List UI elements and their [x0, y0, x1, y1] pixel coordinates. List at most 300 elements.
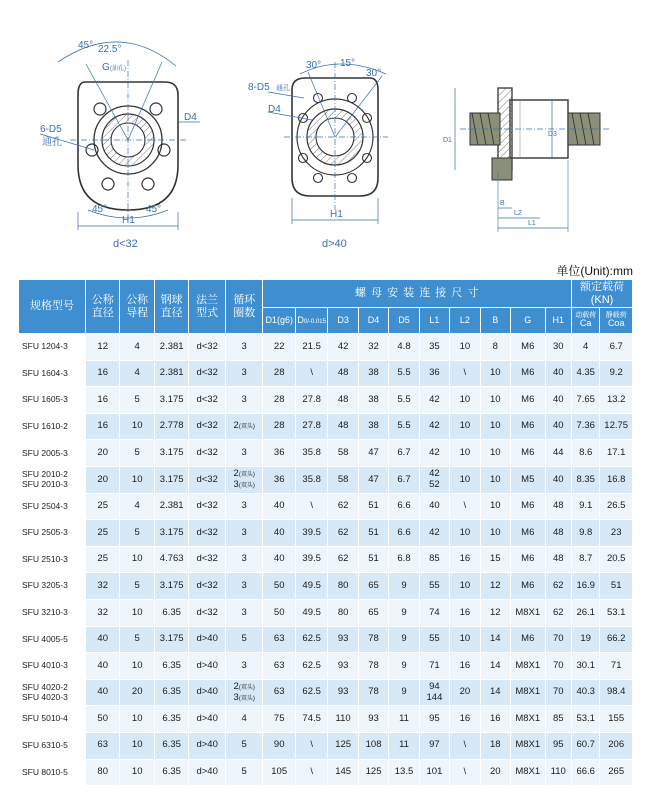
cell-circ-count: 2 — [233, 468, 239, 480]
cell-ca: 30.1 — [571, 653, 599, 680]
cell-circ — [225, 653, 263, 680]
cell-l2: 10 — [450, 334, 480, 361]
cell-dia: 40 — [85, 653, 119, 680]
cell-circ-line — [226, 554, 263, 564]
col-g: G — [511, 308, 545, 334]
cell-flange: d<32 — [189, 440, 226, 467]
cell-l2: 20 — [450, 679, 480, 706]
cell-ball: 3.175 — [154, 626, 188, 653]
d5-hole-label: 6-D5 — [40, 124, 62, 135]
cell-coa: 13.2 — [600, 387, 633, 414]
cell-circ-line — [226, 421, 263, 431]
cell-l2: 10 — [450, 466, 480, 493]
cell-circ-line — [226, 693, 263, 703]
cell-g: M6 — [511, 360, 545, 387]
cell-ball: 6.35 — [154, 653, 188, 680]
unit-label: 单位(Unit):mm — [556, 264, 633, 278]
table-row — [19, 466, 633, 493]
col-circuits — [225, 280, 263, 334]
col-flange — [189, 280, 226, 334]
mid-15-label: 15° — [340, 58, 356, 69]
cell-circ-count: 4 — [241, 712, 247, 724]
cell-d1: 63 — [263, 679, 295, 706]
cell-d4: 78 — [358, 679, 388, 706]
cell-model-line: SFU 3205-3 — [22, 580, 68, 591]
cell-l1-line: 42 — [429, 446, 440, 458]
cell-d1: 28 — [263, 387, 295, 414]
cell-d3: 62 — [328, 493, 358, 520]
cell-coa: 155 — [600, 706, 633, 733]
cell-circ-line — [226, 682, 263, 692]
cell-h1: 40 — [545, 413, 571, 440]
cell-l1 — [419, 573, 449, 600]
cell-d: 62.5 — [295, 679, 327, 706]
cell-dia: 12 — [85, 334, 119, 361]
cell-circ — [225, 360, 263, 387]
cell-flange: d<32 — [189, 360, 226, 387]
cell-circ-count: 3 — [241, 659, 247, 671]
cell-lead: 10 — [120, 546, 154, 573]
cell-d4: 38 — [358, 387, 388, 414]
cell-ball: 6.35 — [154, 759, 188, 786]
col-load-title: 额定载荷(KN) — [571, 280, 632, 308]
cell-l1-line: 97 — [429, 739, 440, 751]
cell-l1-line: 55 — [429, 633, 440, 645]
cell-d3: 48 — [328, 360, 358, 387]
cell-d: 62.5 — [295, 626, 327, 653]
cell-d3: 48 — [328, 387, 358, 414]
cell-coa: 66.2 — [600, 626, 633, 653]
cell-l1-line: 42 — [429, 393, 440, 405]
cell-l1 — [419, 387, 449, 414]
cell-circ-line — [226, 581, 263, 591]
cell-l2: 10 — [450, 520, 480, 547]
cell-l2: 16 — [450, 653, 480, 680]
cell-circ — [225, 679, 263, 706]
cell-g: M5 — [511, 466, 545, 493]
h1-label: H1 — [122, 215, 135, 226]
cell-dia: 50 — [85, 706, 119, 733]
col-flange-l2: 型式 — [196, 306, 219, 319]
cell-dia: 20 — [85, 440, 119, 467]
cell-h1: 40 — [545, 466, 571, 493]
cell-g: M6 — [511, 413, 545, 440]
cell-g: M6 — [511, 520, 545, 547]
cell-d1: 22 — [263, 334, 295, 361]
cell-model-line: SFU 1604-3 — [22, 367, 68, 378]
cell-circ — [225, 706, 263, 733]
cell-b: 10 — [480, 413, 510, 440]
cell-dia: 63 — [85, 732, 119, 759]
cell-d3: 110 — [328, 706, 358, 733]
cell-d1: 28 — [263, 360, 295, 387]
cell-d5: 6.7 — [389, 440, 419, 467]
cell-coa: 71 — [600, 653, 633, 680]
cell-coa: 9.2 — [600, 360, 633, 387]
cell-circ — [225, 732, 263, 759]
cell-model-line: SFU 1610-2 — [22, 420, 68, 431]
cell-model-line: SFU 2010-3 — [22, 478, 68, 489]
cell-circ-line — [226, 714, 263, 724]
cell-circ-count: 3 — [233, 478, 239, 490]
cell-d3: 93 — [328, 679, 358, 706]
cell-ball: 2.381 — [154, 360, 188, 387]
table-row — [19, 440, 633, 467]
cell-circ-count: 3 — [241, 446, 247, 458]
cell-model-line: SFU 5010-4 — [22, 713, 68, 724]
cell-l2: 16 — [450, 706, 480, 733]
cell-lead: 10 — [120, 706, 154, 733]
cell-model — [19, 732, 86, 759]
cell-l1-line: 101 — [426, 766, 443, 778]
table-row — [19, 732, 633, 759]
side-b-label: B — [500, 200, 505, 207]
table-row — [19, 546, 633, 573]
cell-d4: 38 — [358, 413, 388, 440]
cell-circ-line — [226, 501, 263, 511]
cell-model — [19, 493, 86, 520]
cell-lead: 20 — [120, 679, 154, 706]
mid-30a-label: 30° — [306, 60, 322, 71]
table-row — [19, 573, 633, 600]
cell-ca: 4 — [571, 334, 599, 361]
cell-b: 15 — [480, 546, 510, 573]
cell-ca: 60.7 — [571, 732, 599, 759]
cell-flange: d>40 — [189, 706, 226, 733]
cell-d4: 65 — [358, 599, 388, 626]
cell-d: 21.5 — [295, 334, 327, 361]
cell-l2: \ — [450, 759, 480, 786]
mid-30b-label: 30° — [366, 68, 382, 79]
mid-d4-label: D4 — [268, 104, 281, 115]
cell-circ — [225, 413, 263, 440]
cell-d3: 93 — [328, 653, 358, 680]
cell-flange: d<32 — [189, 573, 226, 600]
cell-model-line: SFU 2510-3 — [22, 553, 68, 564]
cell-coa: 98.4 — [600, 679, 633, 706]
cell-l1 — [419, 360, 449, 387]
through-hole-label: 通孔 — [42, 137, 62, 148]
cell-l1 — [419, 732, 449, 759]
cell-dia: 80 — [85, 759, 119, 786]
cell-l1-line: 144 — [426, 691, 443, 703]
cell-d1: 36 — [263, 440, 295, 467]
cell-circ-line — [226, 634, 263, 644]
cell-d4: 47 — [358, 440, 388, 467]
cell-b: 10 — [480, 466, 510, 493]
cell-h1: 70 — [545, 653, 571, 680]
cell-b: 10 — [480, 360, 510, 387]
cell-d: 35.8 — [295, 466, 327, 493]
cell-d1: 40 — [263, 493, 295, 520]
cell-h1: 40 — [545, 387, 571, 414]
cell-d5: 4.8 — [389, 334, 419, 361]
cell-circ-line — [226, 528, 263, 538]
cell-d: 27.8 — [295, 387, 327, 414]
cell-ball: 2.381 — [154, 493, 188, 520]
cell-circ-note: (双头) — [238, 472, 255, 479]
col-ca-l2: Ca — [579, 318, 592, 329]
cell-d3: 125 — [328, 732, 358, 759]
cell-l2: 16 — [450, 599, 480, 626]
table-row — [19, 520, 633, 547]
cell-flange: d<32 — [189, 599, 226, 626]
cell-circ-line — [226, 767, 263, 777]
cell-g: M6 — [511, 546, 545, 573]
cell-coa: 6.7 — [600, 334, 633, 361]
cell-ball: 3.175 — [154, 440, 188, 467]
cell-coa: 206 — [600, 732, 633, 759]
mid-d5-label: 8-D5 — [248, 82, 270, 93]
cell-coa: 12.75 — [600, 413, 633, 440]
cell-circ-count: 5 — [241, 766, 247, 778]
col-model: 规格型号 — [19, 280, 86, 334]
col-flange-l1: 法兰 — [196, 294, 219, 307]
cell-flange: d<32 — [189, 520, 226, 547]
g-sub-label: (油孔) — [110, 66, 126, 72]
cell-lead: 4 — [120, 493, 154, 520]
cell-circ-line — [226, 661, 263, 671]
cell-d3: 80 — [328, 573, 358, 600]
cell-l1-line: 36 — [429, 367, 440, 379]
cell-circ-note: (双头) — [238, 424, 255, 431]
col-h1: H1 — [545, 308, 571, 334]
cell-l1 — [419, 334, 449, 361]
table-row — [19, 599, 633, 626]
cell-dia: 16 — [85, 360, 119, 387]
cell-circ-count: 3 — [241, 579, 247, 591]
col-nut-dims-title: 螺 母 安 装 连 接 尺 寸 — [263, 280, 572, 308]
cell-l1-line: 95 — [429, 712, 440, 724]
cell-ball: 6.35 — [154, 599, 188, 626]
col-d1: D1(g6) — [263, 308, 295, 334]
table-row — [19, 679, 633, 706]
cell-d4: 47 — [358, 466, 388, 493]
cell-circ-line — [226, 342, 263, 352]
cell-d5: 5.5 — [389, 360, 419, 387]
cell-coa: 16.8 — [600, 466, 633, 493]
cell-ca: 26.1 — [571, 599, 599, 626]
cell-h1: 110 — [545, 759, 571, 786]
cell-l1-line: 35 — [429, 340, 440, 352]
cell-lead: 5 — [120, 520, 154, 547]
cell-d: \ — [295, 493, 327, 520]
cell-d: 62.5 — [295, 653, 327, 680]
cell-d: 39.5 — [295, 520, 327, 547]
cell-circ-count: 3 — [241, 367, 247, 379]
cell-g: M6 — [511, 573, 545, 600]
cell-lead: 5 — [120, 573, 154, 600]
col-coa — [600, 308, 633, 334]
cell-d: \ — [295, 732, 327, 759]
cell-d1: 105 — [263, 759, 295, 786]
col-coa-l1: 静载荷 — [605, 311, 627, 319]
cell-flange: d<32 — [189, 546, 226, 573]
cell-l1 — [419, 626, 449, 653]
col-ca-l1: 动载荷 — [575, 311, 597, 319]
cell-d5: 11 — [389, 732, 419, 759]
cell-circ — [225, 759, 263, 786]
cell-ca: 53.1 — [571, 706, 599, 733]
cell-d1: 36 — [263, 466, 295, 493]
cell-d4: 51 — [358, 520, 388, 547]
cell-circ-count: 2 — [233, 681, 239, 693]
cell-ca: 8.7 — [571, 546, 599, 573]
cell-model-line: SFU 4010-3 — [22, 660, 68, 671]
cell-d: 74.5 — [295, 706, 327, 733]
cell-coa: 51 — [600, 573, 633, 600]
cell-model — [19, 413, 86, 440]
cell-model — [19, 759, 86, 786]
cell-l1 — [419, 679, 449, 706]
table-row — [19, 706, 633, 733]
cell-d1: 40 — [263, 520, 295, 547]
table-row — [19, 360, 633, 387]
cell-circ — [225, 493, 263, 520]
cell-ca: 7.36 — [571, 413, 599, 440]
cell-g: M6 — [511, 334, 545, 361]
cell-dia: 16 — [85, 387, 119, 414]
cell-d4: 51 — [358, 546, 388, 573]
cell-l1 — [419, 706, 449, 733]
cell-l1-line: 94 — [429, 681, 440, 693]
table-row — [19, 334, 633, 361]
side-view-drawing — [443, 88, 610, 232]
cell-d4: 78 — [358, 653, 388, 680]
cell-lead: 10 — [120, 599, 154, 626]
col-l1: L1 — [419, 308, 449, 334]
cell-ball: 3.175 — [154, 573, 188, 600]
cell-dia: 32 — [85, 573, 119, 600]
cell-l1-line: 74 — [429, 606, 440, 618]
cell-d5: 5.5 — [389, 387, 419, 414]
cell-dia: 40 — [85, 626, 119, 653]
cell-lead: 5 — [120, 440, 154, 467]
cell-ball: 6.35 — [154, 706, 188, 733]
cell-d3: 145 — [328, 759, 358, 786]
col-b: B — [480, 308, 510, 334]
cell-circ — [225, 573, 263, 600]
angle-45-bottom-right: 45° — [146, 204, 162, 215]
table-row — [19, 493, 633, 520]
flange-drawing-d40 — [248, 58, 388, 224]
cell-lead: 5 — [120, 387, 154, 414]
side-l1-label: L1 — [528, 220, 536, 227]
cell-d5: 9 — [389, 653, 419, 680]
cell-circ-line — [226, 368, 263, 378]
cell-l1-line: 55 — [429, 579, 440, 591]
cell-circ — [225, 520, 263, 547]
cell-l1 — [419, 759, 449, 786]
cell-l2: \ — [450, 732, 480, 759]
cell-coa: 17.1 — [600, 440, 633, 467]
cell-l1-line: 42 — [429, 468, 440, 480]
cell-g: M6 — [511, 440, 545, 467]
cell-dia: 20 — [85, 466, 119, 493]
cell-dia: 16 — [85, 413, 119, 440]
cell-l1-line: 42 — [429, 420, 440, 432]
cell-d5: 9 — [389, 599, 419, 626]
cell-d4: 108 — [358, 732, 388, 759]
cell-model-line: SFU 1204-3 — [22, 341, 68, 352]
cell-h1: 62 — [545, 599, 571, 626]
cell-ca: 9.8 — [571, 520, 599, 547]
cell-l2: 10 — [450, 440, 480, 467]
cell-d1: 63 — [263, 653, 295, 680]
col-ca — [571, 308, 599, 334]
cell-dia: 25 — [85, 493, 119, 520]
cell-d5: 6.8 — [389, 546, 419, 573]
cell-circ-line — [226, 608, 263, 618]
cell-model-line: SFU 4005-5 — [22, 633, 68, 644]
cell-circ-count: 3 — [241, 606, 247, 618]
cell-l1 — [419, 466, 449, 493]
cell-ball: 2.381 — [154, 334, 188, 361]
cell-circ-count: 3 — [241, 526, 247, 538]
cell-b: 12 — [480, 599, 510, 626]
cell-coa: 26.5 — [600, 493, 633, 520]
cell-coa: 23 — [600, 520, 633, 547]
cell-model — [19, 573, 86, 600]
cell-g: M8X1 — [511, 732, 545, 759]
cell-d3: 62 — [328, 546, 358, 573]
cell-flange: d>40 — [189, 732, 226, 759]
cell-h1: 48 — [545, 493, 571, 520]
angle-45-label: 45° — [78, 40, 94, 51]
col-d4: D4 — [358, 308, 388, 334]
cell-model-line: SFU 2504-3 — [22, 500, 68, 511]
cell-ca: 19 — [571, 626, 599, 653]
left-drawing-caption: d<32 — [113, 238, 138, 250]
cell-ball: 2.778 — [154, 413, 188, 440]
technical-drawings — [0, 0, 657, 258]
cell-coa: 20.5 — [600, 546, 633, 573]
cell-g: M8X1 — [511, 599, 545, 626]
cell-model-line: SFU 2505-3 — [22, 527, 68, 538]
cell-d4: 38 — [358, 360, 388, 387]
cell-ca: 9.1 — [571, 493, 599, 520]
col-ball-l2: 直径 — [160, 306, 183, 319]
cell-l1-line: 52 — [429, 478, 440, 490]
cell-d3: 48 — [328, 413, 358, 440]
cell-model-line: SFU 8010-5 — [22, 766, 68, 777]
cell-l1-line: 85 — [429, 553, 440, 565]
cell-h1: 85 — [545, 706, 571, 733]
cell-ca: 4.35 — [571, 360, 599, 387]
cell-d4: 65 — [358, 573, 388, 600]
cell-d3: 58 — [328, 440, 358, 467]
cell-circ-note: (双头) — [238, 695, 255, 702]
cell-circ — [225, 466, 263, 493]
side-l2-label: L2 — [514, 210, 522, 217]
cell-h1: 95 — [545, 732, 571, 759]
cell-d5: 13.5 — [389, 759, 419, 786]
cell-l1 — [419, 493, 449, 520]
g-label: G — [102, 62, 110, 73]
cell-coa: 53.1 — [600, 599, 633, 626]
cell-lead: 10 — [120, 466, 154, 493]
table-row — [19, 413, 633, 440]
cell-flange: d<32 — [189, 387, 226, 414]
col-nominal-dia — [85, 280, 119, 334]
cell-d: 35.8 — [295, 440, 327, 467]
cell-d4: 32 — [358, 334, 388, 361]
cell-model — [19, 599, 86, 626]
angle-45-bottom-left: 45° — [92, 204, 108, 215]
cell-ball: 6.35 — [154, 732, 188, 759]
cell-b: 16 — [480, 706, 510, 733]
cell-coa: 265 — [600, 759, 633, 786]
